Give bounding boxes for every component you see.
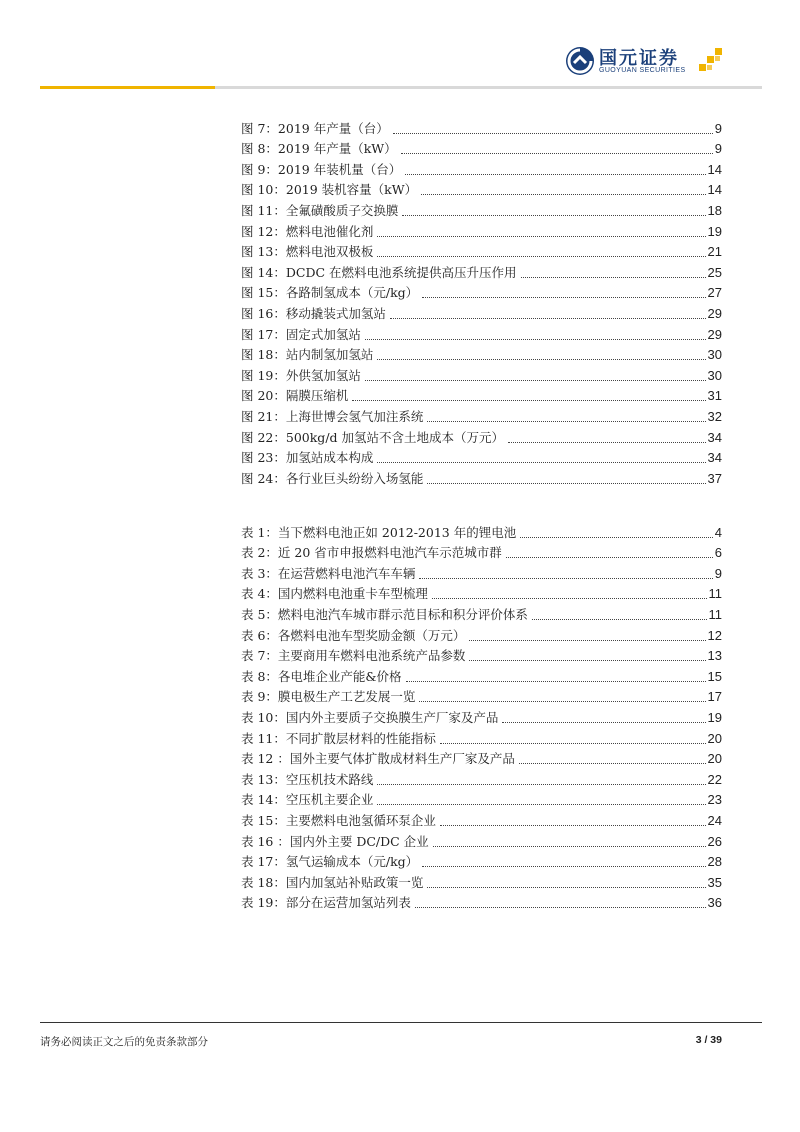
toc-entry-table-1[interactable]: 表 1：当下燃料电池正如 2012-2013 年的锂电池 4 bbox=[241, 524, 722, 540]
toc-entry-table-9[interactable]: 表 9：膜电极生产工艺发展一览 17 bbox=[241, 689, 722, 705]
header-divider bbox=[40, 86, 762, 89]
guoyuan-logo-icon bbox=[565, 46, 595, 76]
toc-entry-table-7[interactable]: 表 7：主要商用车燃料电池系统产品参数 13 bbox=[241, 648, 722, 664]
toc-entry-figure-8[interactable]: 图 8：2019 年产量（kW） 9 bbox=[241, 141, 722, 157]
logo-squares-icon bbox=[697, 46, 725, 74]
toc-entry-figure-9[interactable]: 图 9：2019 年装机量（台） 14 bbox=[241, 161, 722, 177]
footer-disclaimer: 请务必阅读正文之后的免责条款部分 bbox=[40, 1036, 208, 1048]
figure-list bbox=[241, 116, 722, 487]
toc-entry-figure-15[interactable]: 图 15：各路制氢成本（元/kg） 27 bbox=[241, 285, 722, 301]
toc-entry-figure-17[interactable]: 图 17：固定式加氢站 29 bbox=[241, 326, 722, 342]
company-logo bbox=[565, 44, 730, 82]
footer-divider bbox=[40, 1022, 762, 1023]
toc-entry-figure-23[interactable]: 图 23：加氢站成本构成 34 bbox=[241, 450, 722, 466]
toc-entry-table-10[interactable]: 表 10：国内外主要质子交换膜生产厂家及产品 19 bbox=[241, 709, 722, 725]
toc-entry-figure-16[interactable]: 图 16：移动撬装式加氢站 29 bbox=[241, 305, 722, 321]
toc-entry-figure-20[interactable]: 图 20：隔膜压缩机 31 bbox=[241, 388, 722, 404]
toc-entry-figure-21[interactable]: 图 21：上海世博会氢气加注系统 32 bbox=[241, 408, 722, 424]
toc-entry-table-8[interactable]: 表 8：各电堆企业产能&价格 15 bbox=[241, 668, 722, 684]
logo-chinese-name: 国元证券 bbox=[599, 48, 679, 69]
logo-english-name: GUOYUAN SECURITIES bbox=[599, 67, 686, 74]
toc-entry-table-15[interactable]: 表 15：主要燃料电池氢循环泵企业 24 bbox=[241, 812, 722, 828]
toc-entry-table-19[interactable]: 表 19：部分在运营加氢站列表 36 bbox=[241, 895, 722, 911]
toc-entry-figure-19[interactable]: 图 19：外供氢加氢站 30 bbox=[241, 367, 722, 383]
toc-entry-table-5[interactable]: 表 5：燃料电池汽车城市群示范目标和积分评价体系 11 bbox=[241, 606, 722, 622]
toc-entry-table-12[interactable]: 表 12 ：国外主要气体扩散成材料生产厂家及产品 20 bbox=[241, 751, 722, 767]
toc-entry-figure-11[interactable]: 图 11：全氟磺酸质子交换膜 18 bbox=[241, 202, 722, 218]
table-list bbox=[241, 520, 722, 911]
toc-entry-figure-22[interactable]: 图 22：500kg/d 加氢站不含土地成本（万元） 34 bbox=[241, 429, 722, 445]
toc-entry-table-18[interactable]: 表 18：国内加氢站补贴政策一览 35 bbox=[241, 874, 722, 890]
header-divider-accent bbox=[40, 86, 215, 89]
toc-entry-figure-10[interactable]: 图 10：2019 装机容量（kW） 14 bbox=[241, 182, 722, 198]
toc-entry-figure-13[interactable]: 图 13：燃料电池双极板 21 bbox=[241, 244, 722, 260]
toc-entry-figure-14[interactable]: 图 14：DCDC 在燃料电池系统提供高压升压作用 25 bbox=[241, 264, 722, 280]
toc-entry-figure-7[interactable]: 图 7：2019 年产量（台） 9 bbox=[241, 120, 722, 136]
toc-entry-figure-24[interactable]: 图 24：各行业巨头纷纷入场氢能 37 bbox=[241, 470, 722, 486]
toc-entry-table-13[interactable]: 表 13：空压机技术路线 22 bbox=[241, 771, 722, 787]
toc-entry-figure-18[interactable]: 图 18：站内制氢加氢站 30 bbox=[241, 347, 722, 363]
toc-entry-table-3[interactable]: 表 3：在运营燃料电池汽车车辆 9 bbox=[241, 565, 722, 581]
toc-entry-table-14[interactable]: 表 14：空压机主要企业 23 bbox=[241, 792, 722, 808]
toc-entry-table-4[interactable]: 表 4：国内燃料电池重卡车型梳理 11 bbox=[241, 586, 722, 602]
toc-entry-figure-12[interactable]: 图 12：燃料电池催化剂 19 bbox=[241, 223, 722, 239]
toc-entry-table-11[interactable]: 表 11：不同扩散层材料的性能指标 20 bbox=[241, 730, 722, 746]
page-number: 3 / 39 bbox=[695, 1034, 722, 1046]
toc-entry-table-16[interactable]: 表 16 ：国内外主要 DC/DC 企业 26 bbox=[241, 833, 722, 849]
toc-entry-table-2[interactable]: 表 2：近 20 省市申报燃料电池汽车示范城市群 6 bbox=[241, 545, 722, 561]
toc-entry-table-6[interactable]: 表 6：各燃料电池车型奖励金额（万元） 12 bbox=[241, 627, 722, 643]
toc-entry-table-17[interactable]: 表 17：氢气运输成本（元/kg） 28 bbox=[241, 854, 722, 870]
